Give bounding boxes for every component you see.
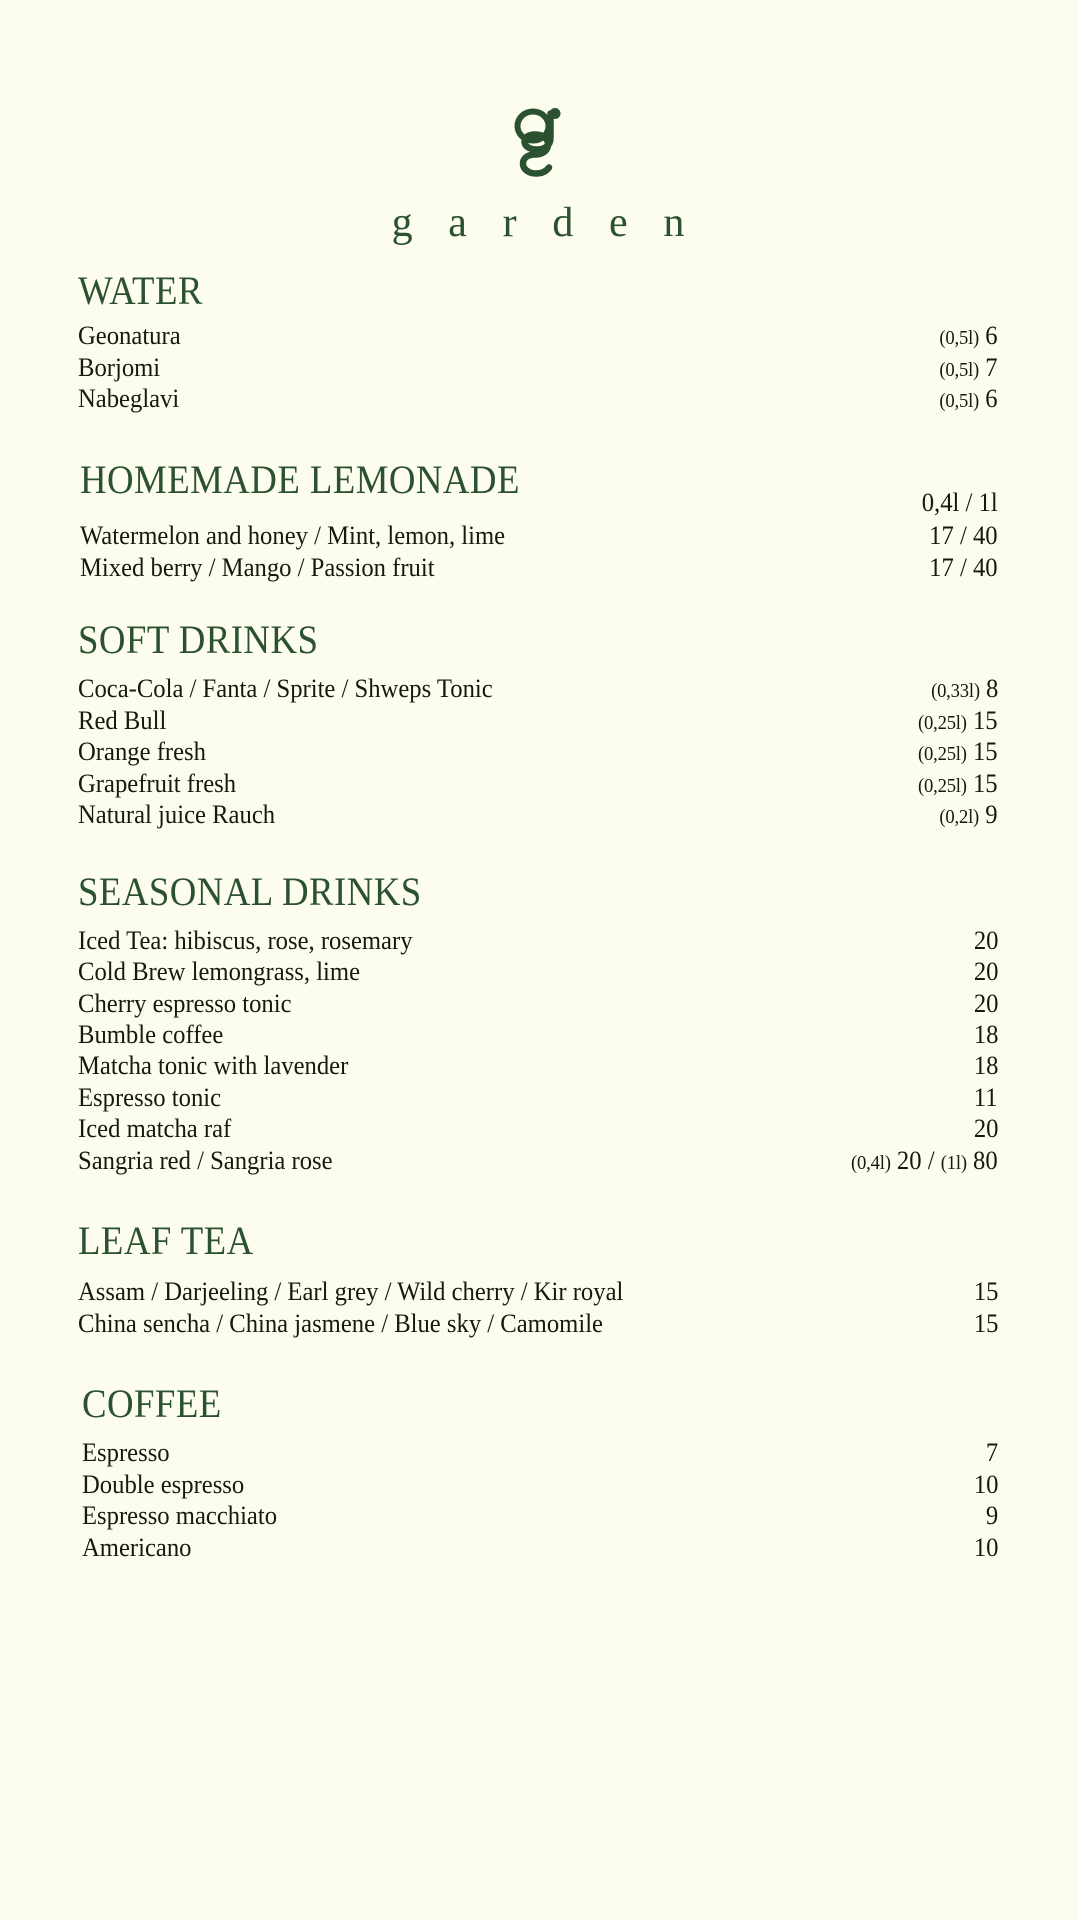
menu-item-row: [78, 1082, 998, 1113]
menu-item-price: [952, 1082, 998, 1113]
menu-item-price: [951, 1019, 998, 1050]
menu-item-row: [80, 552, 998, 584]
menu-item-row: [78, 956, 998, 987]
menu-item-price-value: 15: [973, 704, 998, 735]
menu-item-price-value: 20: [973, 987, 998, 1018]
menu-item-list: [78, 925, 998, 1176]
menu-item-row: [78, 1113, 998, 1144]
section-title-lemonade: HOMEMADE LEMONADE: [80, 456, 520, 502]
menu-item-price-value: 7: [985, 351, 998, 382]
menu-item-price: [963, 1437, 998, 1469]
menu-item-list: [82, 1437, 998, 1563]
menu-item-volume: (0,25l): [918, 711, 968, 734]
menu-item-name: Nabeglavi: [78, 383, 180, 414]
menu-item-price: [951, 1308, 998, 1340]
menu-item-volume: (0,5l): [939, 390, 980, 413]
menu-item-price: [951, 988, 998, 1019]
menu-item-name: Americano: [82, 1531, 192, 1562]
menu-item-volume: (0,2l): [939, 806, 980, 829]
menu-item-row: [78, 383, 998, 415]
menu-item-name: China sencha / China jasmene / Blue sky / Camomile: [78, 1307, 603, 1338]
menu-item-price: [908, 673, 998, 705]
menu-item-row: [78, 768, 998, 800]
menu-item-row: [78, 352, 998, 384]
menu-item-price-value: 11: [974, 1081, 998, 1112]
menu-item-name: Double espresso: [82, 1468, 245, 1499]
menu-item-row: [78, 925, 998, 956]
menu-section-leaftea: [78, 1217, 998, 1339]
menu-item-price: [963, 1500, 998, 1532]
menu-section-lemonade: [78, 456, 998, 584]
menu-item-price: [907, 520, 998, 552]
menu-item-volume: (0,25l): [918, 774, 968, 797]
menu-item-name: Espresso tonic: [78, 1081, 222, 1112]
menu-item-price: [896, 768, 998, 800]
menu-item-row: [82, 1532, 998, 1564]
menu-item-name: Red Bull: [78, 704, 167, 735]
menu-item-price: [951, 1469, 998, 1501]
menu-section-seasonal: [78, 868, 998, 1176]
menu-item-name: Matcha tonic with lavender: [78, 1050, 349, 1081]
menu-item-name: Assam / Darjeeling / Earl grey / Wild cherry / Kir royal: [78, 1275, 624, 1306]
menu-item-row: [78, 988, 998, 1019]
menu-item-price: [951, 956, 998, 987]
menu-item-volume: (0,5l): [939, 358, 980, 381]
menu-item-name: Grapefruit fresh: [78, 767, 237, 798]
menu-item-name: Borjomi: [78, 351, 161, 382]
menu-item-name: Cherry espresso tonic: [78, 987, 292, 1018]
menu-section-coffee: [78, 1383, 998, 1563]
menu-item-price-value: 15: [973, 1275, 998, 1306]
menu-item-row: [82, 1437, 998, 1469]
menu-item-name: Espresso: [82, 1437, 170, 1468]
menu-item-price-value-secondary: 80: [973, 1144, 998, 1175]
menu-item-list: [80, 520, 998, 583]
menu-item-price: [917, 799, 998, 831]
menu-item-price-value: 20: [973, 924, 998, 955]
menu-item-name: Coca-Cola / Fanta / Sprite / Shweps Tonic: [78, 673, 493, 704]
menu-item-name: Geonatura: [78, 320, 181, 350]
brand-header: [78, 0, 998, 244]
menu-item-price-value: 15: [973, 1307, 998, 1338]
menu-item-name: Mixed berry / Mango / Passion fruit: [80, 551, 435, 582]
menu-item-name: Cold Brew lemongrass, lime: [78, 956, 361, 987]
menu-item-row: [82, 1469, 998, 1501]
menu-item-row: [78, 1276, 998, 1308]
menu-item-price-value: 18: [973, 1050, 998, 1081]
garden-g-monogram-icon: [503, 104, 573, 188]
menu-section-soft: [78, 619, 998, 831]
menu-section-water: [78, 244, 998, 415]
menu-item-row: [80, 520, 998, 552]
menu-item-price-value: 6: [985, 320, 998, 350]
menu-item-price-value: 15: [973, 767, 998, 798]
menu-item-price: [896, 736, 998, 768]
brand-wordmark: g a r d e n: [391, 200, 697, 246]
menu-item-price: [951, 1532, 998, 1564]
menu-item-price-value: 17 / 40: [929, 551, 998, 582]
menu-item-volume: (0,4l): [851, 1151, 892, 1174]
menu-item-row: [78, 320, 998, 352]
menu-item-price-value: 20: [973, 956, 998, 987]
menu-item-row: [78, 799, 998, 831]
menu-item-price-value: 20 /: [897, 1144, 942, 1175]
menu-item-price: [951, 1050, 998, 1081]
menu-item-volume-secondary: (1l): [941, 1151, 968, 1174]
menu-item-price-value: 7: [985, 1437, 998, 1468]
section-title-seasonal: SEASONAL DRINKS: [78, 868, 422, 914]
section-title-water: WATER: [78, 268, 203, 313]
menu-item-row: [78, 1308, 998, 1340]
menu-item-price-value: 15: [973, 736, 998, 767]
menu-item-row: [78, 1019, 998, 1050]
menu-item-row: [82, 1500, 998, 1532]
menu-item-list: [78, 1276, 998, 1339]
section-title-coffee: COFFEE: [82, 1381, 222, 1427]
menu-item-price-value: 9: [985, 799, 998, 830]
menu-item-price: [917, 320, 998, 352]
menu-item-price: [896, 705, 998, 737]
menu-item-row: [78, 1145, 998, 1176]
menu-item-price: [829, 1145, 998, 1176]
menu-item-price-value: 6: [985, 383, 998, 414]
menu-item-price: [917, 383, 998, 415]
menu-item-row: [78, 736, 998, 768]
menu-item-price: [907, 552, 998, 584]
menu-item-name: Natural juice Rauch: [78, 799, 276, 830]
menu-item-name: Bumble coffee: [78, 1019, 224, 1050]
menu-item-row: [78, 673, 998, 705]
menu-sections: [78, 244, 998, 1563]
menu-item-volume: (0,25l): [918, 743, 968, 766]
menu-item-name: Watermelon and honey / Mint, lemon, lime: [80, 520, 506, 551]
menu-item-volume: (0,33l): [930, 680, 980, 703]
menu-item-list: [78, 320, 998, 415]
menu-item-row: [78, 705, 998, 737]
menu-item-price: [951, 1276, 998, 1308]
menu-item-price-value: 18: [973, 1019, 998, 1050]
menu-item-price-value: 20: [973, 1113, 998, 1144]
menu-item-name: Iced matcha raf: [78, 1113, 232, 1144]
menu-item-price-value: 17 / 40: [929, 520, 998, 551]
menu-item-price: [917, 352, 998, 384]
menu-item-price: [951, 1113, 998, 1144]
column-header-text: 0,4l / 1l: [922, 486, 998, 517]
menu-item-price: [951, 925, 998, 956]
section-title-leaftea: LEAF TEA: [78, 1217, 254, 1263]
menu-item-name: Iced Tea: hibiscus, rose, rosemary: [78, 924, 413, 955]
menu-item-name: Orange fresh: [78, 736, 206, 767]
menu-item-name: Sangria red / Sangria rose: [78, 1144, 333, 1175]
menu-item-row: [78, 1050, 998, 1081]
menu-item-price-value: 10: [973, 1468, 998, 1499]
menu-item-price-value: 8: [985, 673, 998, 704]
section-title-soft: SOFT DRINKS: [78, 617, 319, 663]
menu-item-list: [78, 673, 998, 831]
menu-item-price-value: 10: [973, 1531, 998, 1562]
menu-item-volume: (0,5l): [939, 327, 980, 349]
menu-item-price-value: 9: [985, 1500, 998, 1531]
menu-item-name: Espresso macchiato: [82, 1500, 278, 1531]
